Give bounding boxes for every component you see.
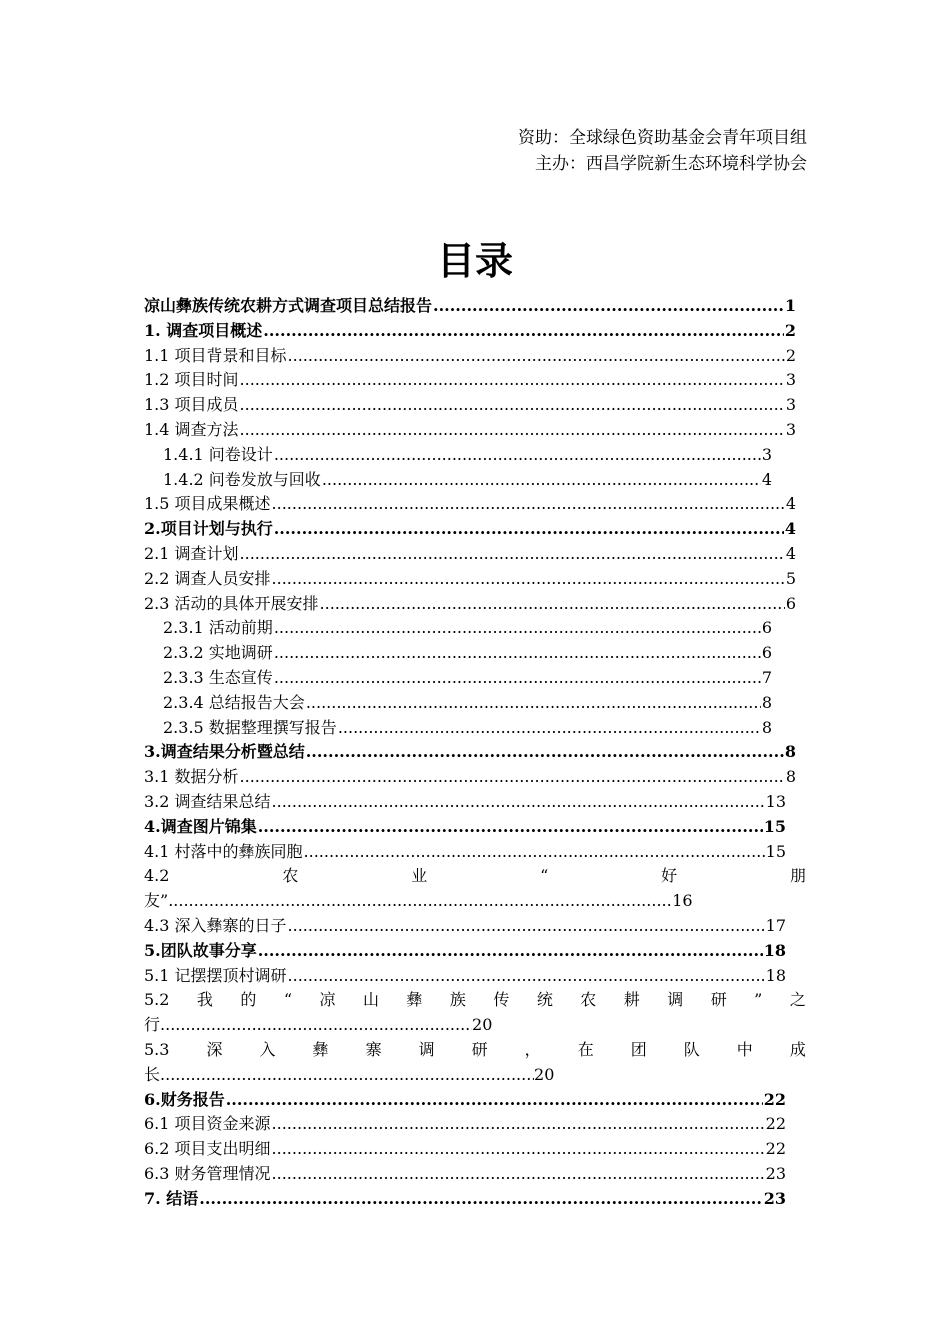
toc-leader-dots bbox=[320, 592, 785, 617]
toc-entry-page: 1 bbox=[784, 296, 796, 315]
sponsor-line: 资助：全球绿色资助基金会青年项目组 bbox=[518, 128, 807, 148]
toc-entry[interactable] bbox=[144, 492, 796, 517]
toc-entry-word: ” bbox=[754, 990, 763, 1010]
toc-entry-page: 15 bbox=[763, 816, 786, 836]
toc-entry-word: 5.2 bbox=[144, 990, 170, 1010]
toc-entry[interactable] bbox=[144, 443, 772, 468]
toc-entry-page: 6 bbox=[761, 643, 772, 663]
toc-entry-line2 bbox=[144, 1013, 806, 1038]
toc-leader-dots bbox=[304, 840, 765, 865]
toc-entry[interactable] bbox=[144, 1162, 786, 1187]
toc-entry-page: 3 bbox=[785, 370, 796, 390]
toc-leader-dots bbox=[274, 666, 761, 691]
toc-entry-word: 入 bbox=[259, 1039, 276, 1059]
toc-entry-page: 5 bbox=[785, 568, 796, 588]
toc-entry-word: 彝 bbox=[406, 990, 423, 1010]
toc-entry-page: 20 bbox=[534, 1064, 555, 1084]
toc-leader-dots bbox=[338, 716, 761, 741]
toc-entry[interactable] bbox=[144, 641, 772, 666]
toc-entry-label: 2.1 调查计划 bbox=[144, 543, 239, 563]
toc-entry[interactable] bbox=[144, 765, 796, 790]
toc-entry-word: 4.2 bbox=[144, 866, 170, 886]
toc-entry-word: 族 bbox=[449, 990, 466, 1010]
toc-entry[interactable] bbox=[144, 840, 786, 865]
toc-entry-page: 23 bbox=[765, 1163, 786, 1183]
toc-entry-label: 4.调查图片锦集 bbox=[144, 816, 257, 836]
toc-entry[interactable] bbox=[144, 1137, 786, 1162]
toc-entry[interactable] bbox=[144, 914, 786, 939]
toc-title: 目录 bbox=[436, 239, 513, 283]
toc-entry[interactable] bbox=[144, 567, 796, 592]
toc-leader-dots bbox=[272, 567, 785, 592]
toc-entry-label: 2.3.2 实地调研 bbox=[163, 643, 273, 663]
toc-leader-dots bbox=[272, 1112, 765, 1137]
toc-entry-page: 22 bbox=[765, 1139, 786, 1159]
toc-leader-dots bbox=[240, 542, 785, 567]
toc-entry-page: 3 bbox=[785, 419, 796, 439]
toc-entry-label: 1.4.2 问卷发放与回收 bbox=[163, 469, 321, 489]
toc-entry[interactable] bbox=[144, 368, 796, 393]
toc-entry-word: 寨 bbox=[365, 1039, 382, 1059]
toc-leader-dots bbox=[322, 468, 761, 493]
toc-entry-word: ， bbox=[524, 1039, 541, 1059]
toc-entry[interactable] bbox=[144, 393, 796, 418]
toc-entry-word: 队 bbox=[683, 1039, 700, 1059]
toc-leader-dots bbox=[272, 1137, 765, 1162]
toc-leader-dots bbox=[258, 815, 763, 840]
toc-entry-page: 20 bbox=[472, 1015, 493, 1035]
toc-entry-label: 1. 调查项目概述 bbox=[144, 320, 263, 340]
toc-entry[interactable] bbox=[144, 344, 796, 369]
toc-entry-label: 5.1 记摆摆顶村调研 bbox=[144, 965, 287, 985]
toc-leader-dots bbox=[263, 319, 784, 344]
toc-entry-word: 在 bbox=[577, 1039, 594, 1059]
toc-leader-dots bbox=[274, 517, 784, 542]
toc-entry-word: 耕 bbox=[623, 990, 640, 1010]
toc-leader-dots bbox=[288, 344, 785, 369]
toc-entry-label: 长 bbox=[144, 1064, 161, 1084]
toc-leader-dots bbox=[272, 790, 765, 815]
toc-entry-label: 1.4.1 问卷设计 bbox=[163, 444, 273, 464]
toc-entry-label: 2.3.5 数据整理撰写报告 bbox=[163, 717, 337, 737]
toc-entry-label: 1.4 调查方法 bbox=[144, 419, 239, 439]
toc-entry[interactable] bbox=[144, 790, 786, 815]
toc-entry-page: 2 bbox=[785, 345, 796, 365]
toc-entry-line2 bbox=[144, 1063, 806, 1088]
toc-entry-page: 18 bbox=[765, 965, 786, 985]
toc-entry-word: “ bbox=[540, 866, 549, 886]
toc-entry-label: 2.2 调查人员安排 bbox=[144, 568, 271, 588]
toc-entry-word: “ bbox=[283, 990, 293, 1010]
toc-entry-word: 深 bbox=[206, 1039, 223, 1059]
toc-entry-page: 4 bbox=[784, 519, 796, 539]
toc-leader-dots bbox=[306, 740, 784, 765]
toc-entry-label: 4.3 深入彝寨的日子 bbox=[144, 915, 287, 935]
toc-entry[interactable] bbox=[144, 319, 796, 344]
toc-entry-page: 22 bbox=[763, 1089, 786, 1109]
toc-leader-dots bbox=[288, 964, 765, 989]
toc-entry[interactable] bbox=[144, 1187, 786, 1212]
toc-entry-word: 团 bbox=[630, 1039, 647, 1059]
toc-entry-page: 6 bbox=[761, 618, 772, 638]
toc-entry-page: 17 bbox=[765, 915, 786, 935]
host-line: 主办：西昌学院新生态环境科学协会 bbox=[535, 154, 807, 174]
toc-entry-page: 23 bbox=[763, 1188, 786, 1208]
toc-leader-dots bbox=[240, 765, 785, 790]
toc-leader-dots bbox=[274, 641, 761, 666]
toc-entry[interactable] bbox=[144, 468, 772, 493]
toc-leader-dots bbox=[226, 1088, 763, 1113]
toc-entry-page: 13 bbox=[765, 791, 786, 811]
toc-entry[interactable] bbox=[144, 740, 796, 765]
toc-leader-dots bbox=[240, 393, 785, 418]
toc-entry-word: 山 bbox=[362, 990, 379, 1010]
toc-leader-dots bbox=[288, 914, 765, 939]
toc-leader-dots bbox=[240, 368, 785, 393]
toc-entry-page: 2 bbox=[784, 320, 796, 340]
toc-entry-page: 16 bbox=[672, 891, 693, 911]
table-of-contents bbox=[144, 294, 806, 1211]
toc-entry-word: 中 bbox=[736, 1039, 753, 1059]
toc-leader-dots bbox=[274, 443, 761, 468]
toc-leader-dots bbox=[240, 418, 785, 443]
toc-entry-page: 8 bbox=[761, 717, 772, 737]
toc-leader-dots bbox=[199, 1187, 762, 1212]
toc-entry[interactable] bbox=[144, 294, 796, 319]
toc-entry-word: 成 bbox=[789, 1039, 806, 1059]
toc-entry-label: 凉山彝族传统农耕方式调查项目总结报告 bbox=[144, 296, 433, 315]
toc-entry[interactable] bbox=[144, 1088, 786, 1113]
toc-entry-label: 2.3.3 生态宣传 bbox=[163, 667, 273, 687]
toc-entry[interactable] bbox=[144, 592, 796, 617]
toc-entry-page: 6 bbox=[785, 593, 796, 613]
toc-entry[interactable] bbox=[144, 964, 786, 989]
toc-entry-word: 农 bbox=[282, 866, 299, 886]
toc-entry-word: 传 bbox=[493, 990, 510, 1010]
toc-entry-word: 好 bbox=[661, 866, 678, 886]
toc-entry-page: 22 bbox=[765, 1114, 786, 1134]
toc-entry-word: 调 bbox=[418, 1039, 435, 1059]
toc-entry-page: 8 bbox=[761, 692, 772, 712]
toc-entry[interactable] bbox=[144, 666, 772, 691]
toc-entry[interactable] bbox=[144, 517, 796, 542]
toc-entry-label: 1.1 项目背景和目标 bbox=[144, 345, 287, 365]
toc-entry-page: 7 bbox=[761, 667, 772, 687]
toc-leader-dots bbox=[168, 889, 672, 914]
toc-entry[interactable] bbox=[144, 616, 772, 641]
toc-entry-page: 8 bbox=[785, 767, 796, 787]
toc-entry-line1 bbox=[144, 864, 806, 889]
toc-entry-word: 业 bbox=[411, 866, 428, 886]
toc-entry[interactable] bbox=[144, 939, 786, 964]
toc-entry-word: 研 bbox=[471, 1039, 488, 1059]
toc-entry-page: 4 bbox=[785, 543, 796, 563]
toc-entry-label: 友” bbox=[144, 891, 169, 911]
toc-entry-label: 1.5 项目成果概述 bbox=[144, 494, 271, 514]
toc-entry-word: 之 bbox=[789, 990, 806, 1010]
toc-entry-page: 18 bbox=[763, 940, 786, 960]
toc-entry[interactable] bbox=[144, 815, 786, 840]
toc-entry[interactable] bbox=[144, 716, 772, 741]
toc-entry-label: 6.财务报告 bbox=[144, 1089, 225, 1109]
toc-entry-word: 统 bbox=[536, 990, 553, 1010]
toc-entry[interactable] bbox=[144, 542, 796, 567]
toc-entry-label: 1.2 项目时间 bbox=[144, 370, 239, 390]
toc-leader-dots bbox=[258, 939, 763, 964]
toc-entry-line1 bbox=[144, 988, 806, 1013]
toc-entry-label: 6.3 财务管理情况 bbox=[144, 1163, 271, 1183]
toc-leader-dots bbox=[160, 1013, 472, 1038]
toc-entry-label: 3.1 数据分析 bbox=[144, 767, 239, 787]
toc-entry-label: 1.3 项目成员 bbox=[144, 395, 239, 415]
toc-entry-word: 研 bbox=[710, 990, 727, 1010]
toc-entry-label: 4.1 村落中的彝族同胞 bbox=[144, 841, 303, 861]
toc-entry-word: 朋 bbox=[789, 866, 806, 886]
toc-entry-label: 6.1 项目资金来源 bbox=[144, 1114, 271, 1134]
toc-leader-dots bbox=[272, 1162, 765, 1187]
toc-entry-word: 调 bbox=[667, 990, 684, 1010]
toc-entry-page: 8 bbox=[784, 742, 796, 762]
toc-entry-page: 3 bbox=[761, 444, 772, 464]
toc-entry-label: 6.2 项目支出明细 bbox=[144, 1139, 271, 1159]
toc-entry-word: 凉 bbox=[319, 990, 336, 1010]
toc-entry[interactable] bbox=[144, 691, 772, 716]
toc-entry[interactable] bbox=[144, 1112, 786, 1137]
toc-leader-dots bbox=[274, 616, 761, 641]
toc-leader-dots bbox=[433, 294, 784, 319]
toc-entry-word: 5.3 bbox=[144, 1039, 170, 1059]
toc-entry-label: 5.团队故事分享 bbox=[144, 940, 257, 960]
toc-entry-line2 bbox=[144, 889, 806, 914]
toc-entry-label: 2.3.1 活动前期 bbox=[163, 618, 273, 638]
toc-entry-word: 的 bbox=[240, 990, 257, 1010]
toc-entry-label: 3.调查结果分析暨总结 bbox=[144, 742, 305, 762]
toc-entry-page: 4 bbox=[785, 494, 796, 514]
toc-leader-dots bbox=[160, 1063, 534, 1088]
toc-entry-label: 2.项目计划与执行 bbox=[144, 519, 273, 539]
toc-entry-page: 4 bbox=[761, 469, 772, 489]
toc-entry[interactable] bbox=[144, 418, 796, 443]
toc-entry-label: 3.2 调查结果总结 bbox=[144, 791, 271, 811]
toc-entry-label: 7. 结语 bbox=[144, 1188, 199, 1208]
toc-entry-page: 3 bbox=[785, 395, 796, 415]
toc-entry-page: 15 bbox=[765, 841, 786, 861]
toc-entry-label: 行 bbox=[144, 1015, 161, 1035]
toc-leader-dots bbox=[272, 492, 785, 517]
toc-entry-word: 彝 bbox=[312, 1039, 329, 1059]
toc-entry-word: 农 bbox=[580, 990, 597, 1010]
toc-entry-line1 bbox=[144, 1038, 806, 1063]
toc-leader-dots bbox=[306, 691, 761, 716]
toc-entry-label: 2.3 活动的具体开展安排 bbox=[144, 593, 319, 613]
toc-entry-label: 2.3.4 总结报告大会 bbox=[163, 692, 305, 712]
toc-entry-word: 我 bbox=[196, 990, 213, 1010]
